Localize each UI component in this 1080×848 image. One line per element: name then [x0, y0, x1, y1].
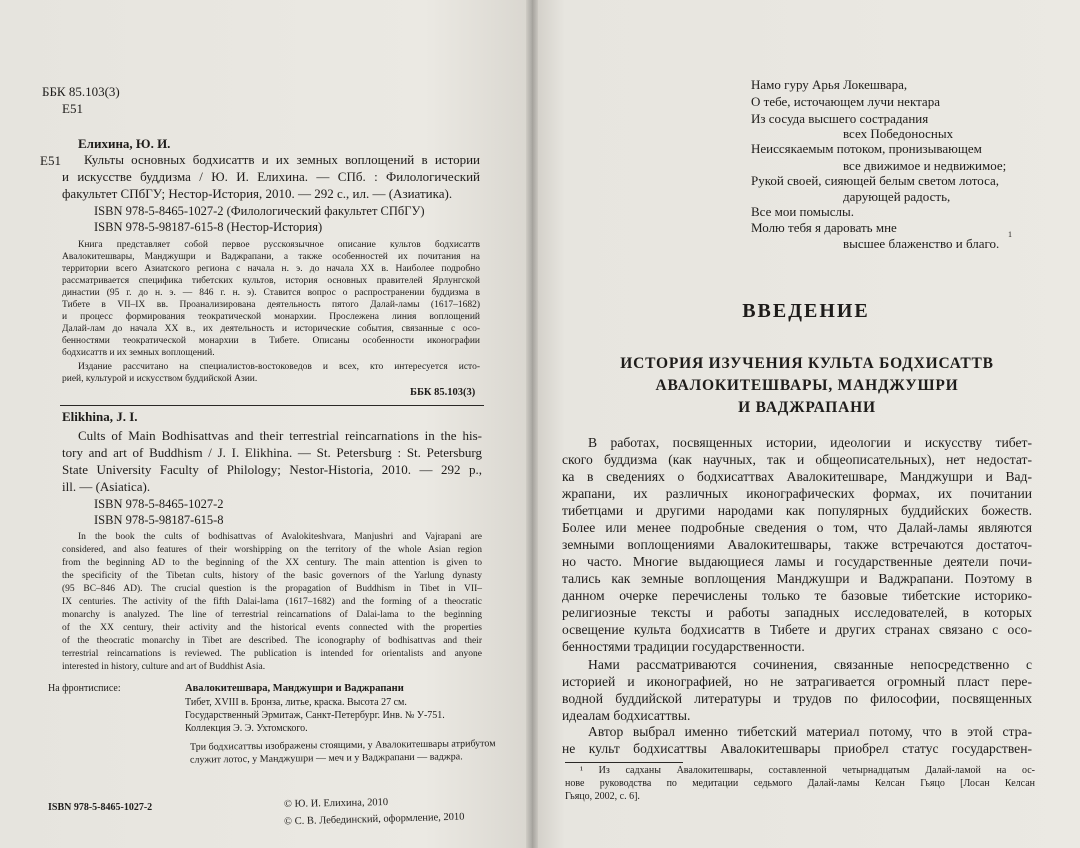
- frontispiece-line: Государственный Эрмитаж, Санкт-Петербург. Инв. № У-751.: [185, 710, 445, 721]
- epigraph-line: Из сосуда высшего сострадания: [751, 111, 929, 126]
- annotation-en-line: interested in history, culture and art of Buddhist Asia.: [62, 662, 266, 672]
- isbn-en: ISBN 978-5-8465-1027-2: [94, 497, 224, 511]
- annotation-ru-line: Тибете в VII–IX вв. Проанализирована деятельность пятого Далай-ламы (1617–1682): [62, 300, 480, 310]
- chapter-heading: ВВЕДЕНИЕ: [742, 300, 870, 322]
- divider-rule: [60, 405, 484, 406]
- copyright-author: © Ю. И. Елихина, 2010: [283, 797, 389, 810]
- isbn-en: ISBN 978-5-98187-615-8: [94, 513, 224, 527]
- body-text-line: ского буддизма (как научных, так и общеописательных), нет недостат-: [562, 452, 1032, 467]
- body-text-line: не культ бодхисаттвы Авалокитешвары приобрел статус государствен-: [562, 741, 1032, 756]
- annotation-ru-line: территории всего Азиатского региона с начала н. э. до начала XX в. Наиболее подробно: [62, 264, 480, 274]
- epigraph-line: Молю тебя я даровать мне: [751, 220, 897, 235]
- title-en-line: State University Faculty of Philology; Nestor-Historia, 2010. — 292 p.,: [62, 462, 482, 477]
- body-text-line: Автор выбрал именно тибетский материал потому, что в этой стра-: [588, 724, 1032, 739]
- bbk-code-right: ББК 85.103(3): [410, 387, 476, 398]
- epigraph-line: Рукой своей, сияющей белым светом лотоса,: [751, 173, 1000, 188]
- epigraph-line: всех Победоносных: [843, 126, 954, 141]
- annotation-ru-line: династии (95 г. до н. э. — 846 г. н. э). Ставится вопрос о распространении буддизма в: [62, 288, 480, 298]
- body-text-line: идеалам бодхисаттвы.: [562, 708, 691, 723]
- frontispiece-label: На фронтисписе:: [48, 683, 121, 694]
- author-mark-margin: Е51: [40, 153, 61, 168]
- body-text-line: данном очерке перечислены только те базовые тибетские историко-: [562, 588, 1032, 603]
- section-subheading: АВАЛОКИТЕШВАРЫ, МАНДЖУШРИ: [655, 377, 959, 394]
- body-text-line: В работах, посвященных истории, идеологии и искусству тибет-: [588, 435, 1032, 450]
- author-mark: Е51: [62, 101, 83, 116]
- footnote-line: ¹ Из садханы Авалокитешвары, составленной четырнадцатым Далай-ламой на ос-: [580, 765, 1035, 776]
- section-subheading: И ВАДЖРАПАНИ: [738, 399, 876, 416]
- title-en-line: Cults of Main Bodhisattvas and their terrestrial reincarnations in the his-: [78, 428, 482, 443]
- annotation-ru-line: и процесс формирования теократической монархии. Прослежена линия воплощений: [62, 312, 480, 322]
- bbk-code: ББК 85.103(3): [42, 84, 120, 99]
- annotation-en-line: of the theocratic monarchy in Tibet are described. The iconography of bodhisattvas and their: [62, 636, 482, 646]
- body-text-line: земными воплощениями Авалокитешвары, также встречаются достаточ-: [562, 537, 1032, 552]
- annotation-en-line: monarchy is analyzed. The line of terrestrial reincarnations of Dalai-lama to the beginning: [62, 610, 482, 620]
- footnote-mark: 1: [1008, 230, 1012, 239]
- book-gutter: [526, 0, 538, 848]
- section-subheading: ИСТОРИЯ ИЗУЧЕНИЯ КУЛЬТА БОДХИСАТТВ: [620, 355, 994, 372]
- body-text-line: Нами рассматриваются сочинения, связанные непосредственно с: [588, 657, 1032, 672]
- annotation-ru-line: бодхисаттв и их земных воплощений.: [62, 348, 215, 358]
- title-ru-line: Культы основных бодхисаттв и их земных воплощений в истории: [84, 152, 480, 167]
- annotation-ru-line: рией, культурой и искусством буддийской Азии.: [62, 374, 258, 384]
- annotation-en-line: of the XX century, their activity and the historical events connected with the properties: [62, 623, 482, 633]
- epigraph-line: Неиссякаемым потоком, пронизывающем: [751, 141, 982, 156]
- annotation-en-line: IX centuries. The activity of the fifth Dalai-lama (1617–1682) and the forming of a theocratic: [62, 597, 482, 607]
- epigraph-line: дарующей радость,: [843, 189, 951, 204]
- frontispiece-title: Авалокитешвара, Манджушри и Ваджрапани: [185, 683, 404, 694]
- copyright-design: © С. В. Лебединский, оформление, 2010: [283, 811, 465, 828]
- epigraph-line: О тебе, источающем лучи нектара: [751, 94, 940, 109]
- footnote-line: Гьяцо, 2002, с. 6].: [565, 791, 640, 802]
- epigraph-line: Намо гуру Арья Локешвара,: [751, 77, 908, 92]
- frontispiece-description: служит лотос, у Манджушри — меч и у Ваджрапани — ваджра.: [189, 751, 463, 766]
- title-ru-line: и искусстве буддизма / Ю. И. Елихина. — СПб. : Филологический: [62, 169, 480, 184]
- body-text-line: водной буддийской литературы и трудов по философии, посвященных: [562, 691, 1032, 706]
- isbn-bottom: ISBN 978-5-8465-1027-2: [48, 802, 153, 813]
- body-text-line: тались как земные воплощения Манджушри и Ваджрапани. Поэтому в: [562, 571, 1032, 586]
- title-en-line: tory and art of Buddhism / J. I. Elikhina. — St. Petersburg : St. Petersburg: [62, 445, 482, 460]
- annotation-en-line: (95 BC–846 AD). The crucial question is the propagation of Buddhism in Tibet in VII–: [62, 584, 482, 594]
- footnote-line: нове руководства по медитации седьмого Далай-ламы Келсан Гьяцо [Лосан Келсан: [565, 778, 1035, 789]
- title-ru-line: факультет СПбГУ; Нестор-История, 2010. — 292 с., ил. — (Азиатика).: [62, 186, 453, 201]
- isbn-ru: ISBN 978-5-8465-1027-2 (Филологический факультет СПбГУ): [94, 204, 425, 218]
- body-text-line: Более или менее подробные сведения о том, что Далай-ламы являются: [562, 520, 1032, 535]
- author-heading-en: Elikhina, J. I.: [62, 409, 138, 424]
- body-text-line: жрапани, их различных иконографических формах, их почитании: [562, 486, 1032, 501]
- body-text-line: бенностями традиции государственности.: [562, 639, 805, 654]
- author-heading-ru: Елихина, Ю. И.: [78, 136, 171, 151]
- frontispiece-line: Коллекция Э. Э. Ухтомского.: [185, 723, 308, 734]
- body-text-line: религиозные тексты и работы западных исследователей, в которых: [562, 605, 1032, 620]
- epigraph-line: высшее блаженство и благо.: [843, 236, 1000, 251]
- annotation-ru-line: Книга представляет собой первое русскоязычное описание культов бодхисаттв: [78, 240, 480, 250]
- body-text-line: но часто. Многие выдающиеся ламы и государственные деятели почи-: [562, 554, 1032, 569]
- annotation-en-line: from the beginning AD to the beginning of the XX century. The main attention is given to: [62, 558, 482, 568]
- annotation-ru-line: рассматривается специфика тибетских культов, история основных правителей Ярлунгской: [62, 276, 480, 286]
- annotation-ru-line: бенностями теократической монархии в Тибете. Описаны особенности иконографии: [62, 336, 480, 346]
- annotation-en-line: terrestrial reincarnations is reviewed. The publication is intended for orientalists and anyone: [62, 649, 482, 659]
- annotation-ru-line: Далай-лам до начала XX в., их деятельность и исторические события, связанные с осо-: [62, 324, 480, 334]
- annotation-ru-line: Издание рассчитано на специалистов-востоковедов и всех, кто интересуется исто-: [78, 362, 480, 372]
- annotation-en-line: In the book the cults of bodhisattvas of Avalokiteshvara, Manjushri and Vajrapani are: [78, 532, 482, 542]
- epigraph-line: все движимое и недвижимое;: [843, 158, 1007, 173]
- annotation-ru-line: Авалокитешвары, Манджушри и Ваджрапани, а также особенностей их почитания на: [62, 252, 480, 262]
- footnote-rule: [565, 762, 683, 763]
- body-text-line: освещение культа бодхисаттв в Тибете и других странах связано с осо-: [562, 622, 1032, 637]
- frontispiece-description: Три бодхисаттвы изображены стоящими, у Авалокитешвары атрибутом: [189, 738, 496, 753]
- title-en-line: ill. — (Asiatica).: [62, 479, 151, 494]
- annotation-en-line: considered, and also features of their worshipping on the territory of the whole Asian region: [62, 545, 482, 555]
- body-text-line: ка в сведениях о бодхисаттвах Авалокитешваре, Манджушри и Вад-: [562, 469, 1032, 484]
- epigraph-line: Все мои помыслы.: [751, 204, 854, 219]
- annotation-en-line: the specificity of the Tibetan cults, history of the basic governors of the Yarlung dynasty: [62, 571, 482, 581]
- frontispiece-line: Тибет, XVIII в. Бронза, литье, краска. Высота 27 см.: [185, 697, 407, 708]
- isbn-ru: ISBN 978-5-98187-615-8 (Нестор-История): [94, 220, 323, 234]
- body-text-line: историей и иконографией, но не затрагивается огромный пласт пере-: [562, 674, 1032, 689]
- body-text-line: тибетцами и другими народами как популярных буддийских божеств.: [562, 503, 1032, 518]
